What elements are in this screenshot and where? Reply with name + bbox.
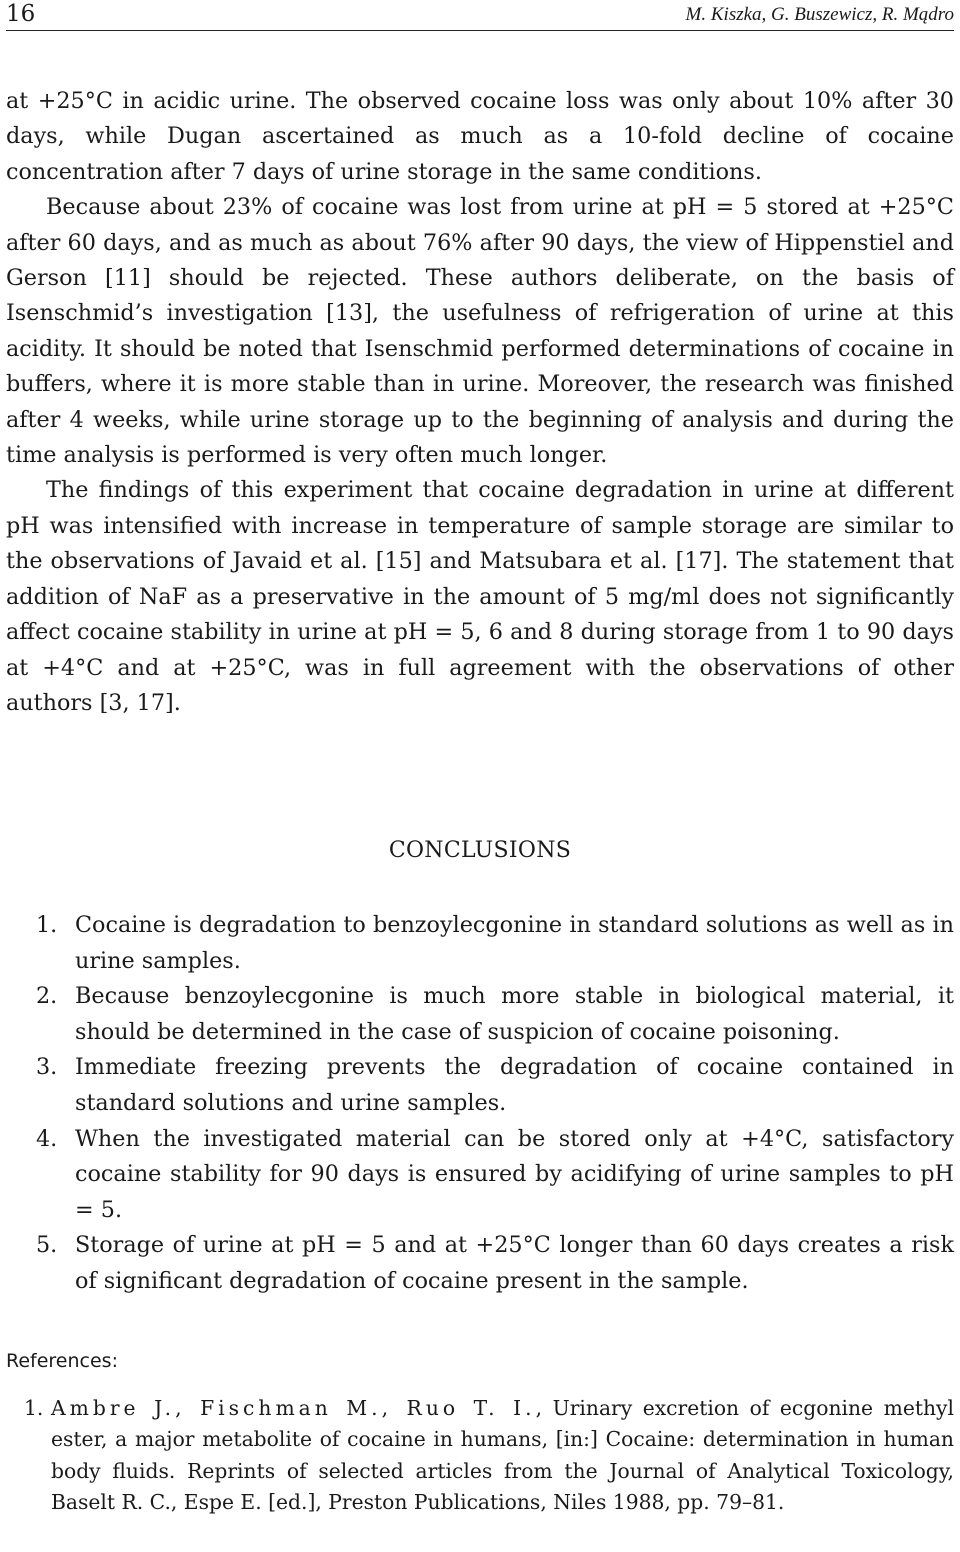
conclusion-item (36, 1228, 954, 1299)
conclusion-text: Because benzoylecgonine is much more stable in biological material, it should be determined in the case of suspicion of cocaine poisoning. (75, 983, 954, 1045)
references-list (24, 1393, 954, 1518)
running-head: M. Kiszka, G. Buszewicz, R. Mądro (685, 4, 954, 25)
reference-authors: Ambre J., Fischman M., Ruo T. I. (51, 1396, 536, 1420)
conclusion-number: 4. (36, 1125, 58, 1152)
body-paragraph: at +25°C in acidic urine. The observed cocaine loss was only about 10% after 30 days, while Dugan ascertained as much as a 10-fold decline of cocaine concentration after 7 days of urine storage in the same conditions. (6, 88, 954, 185)
reference-text: , Urinary excretion of ecgonine methyl ester, a major metabolite of cocaine in humans, [in:] Cocaine: determination in human body fluids. Reprints of selected articles from the Journal of Analytical Toxicology, Baselt R. C., Espe E. [ed.], Preston Publications, Niles 1988, pp. 79–81. (51, 1396, 954, 1514)
conclusion-text: Cocaine is degradation to benzoylecgonine in standard solutions as well as in urine samples. (75, 912, 954, 974)
body-text (6, 84, 954, 721)
conclusion-item (36, 1122, 954, 1229)
page-header (6, 0, 954, 31)
body-paragraph: The findings of this experiment that cocaine degradation in urine at different pH was intensified with increase in temperature of sample storage are similar to the observations of Javaid et al. [15] and Matsubara et al. [17]. The statement that addition of NaF as a preservative in the amount of 5 mg/ml does not significantly affect cocaine stability in urine at pH = 5, 6 and 8 during storage from 1 to 90 days at +4°C and at +25°C, was in full agreement with the observations of other authors [3, 17]. (6, 477, 954, 716)
conclusion-item (36, 979, 954, 1050)
reference-number: 1. (24, 1396, 44, 1420)
conclusion-text: Storage of urine at pH = 5 and at +25°C longer than 60 days creates a risk of significant degradation of cocaine present in the sample. (75, 1232, 954, 1294)
conclusion-number: 5. (36, 1232, 58, 1259)
conclusion-text: Immediate freezing prevents the degradation of cocaine contained in standard solutions and urine samples. (75, 1054, 954, 1116)
conclusion-text: When the investigated material can be stored only at +4°C, satisfactory cocaine stability for 90 days is ensured by acidifying of urine samples to pH = 5. (75, 1125, 954, 1223)
reference-item (24, 1393, 954, 1518)
page-number: 16 (6, 1, 36, 27)
conclusion-number: 3. (36, 1054, 58, 1081)
references-heading: References: (6, 1350, 118, 1372)
conclusions-list (36, 908, 954, 1300)
conclusion-number: 1. (36, 912, 58, 938)
conclusion-item (36, 1050, 954, 1121)
conclusions-heading: CONCLUSIONS (388, 838, 572, 863)
conclusion-number: 2. (36, 983, 58, 1010)
conclusion-item (36, 908, 954, 979)
body-paragraph: Because about 23% of cocaine was lost from urine at pH = 5 stored at +25°C after 60 days, and as much as about 76% after 90 days, the view of Hippenstiel and Gerson [11] should be rejected. These authors deliberate, on the basis of Isenschmid’s investigation [13], the usefulness of refrigeration of urine at this acidity. It should be noted that Isenschmid performed determinations of cocaine in buffers, where it is more stable than in urine. Moreover, the research was finished after 4 weeks, while urine storage up to the beginning of analysis and during the time analysis is performed is very often much longer. (6, 194, 954, 469)
